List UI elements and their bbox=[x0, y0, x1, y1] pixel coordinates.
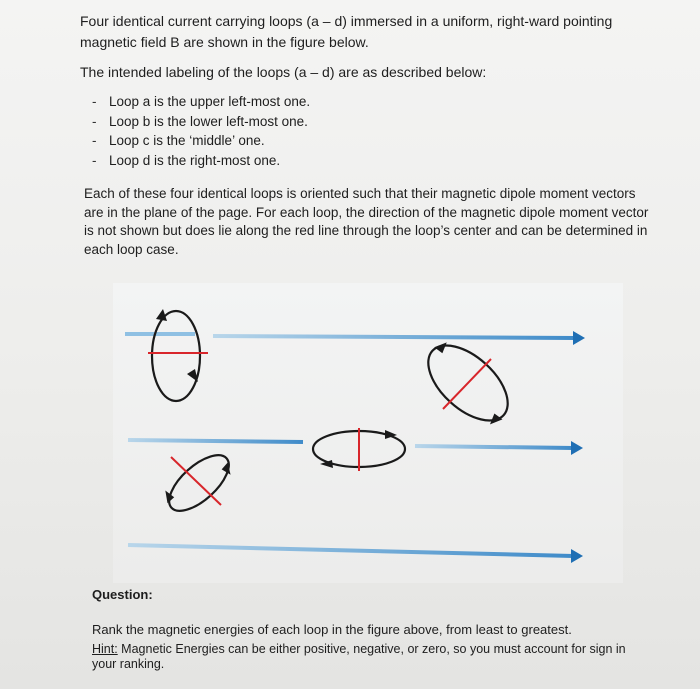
question-title: Question: bbox=[92, 587, 153, 602]
hint-label: Hint: bbox=[92, 642, 118, 656]
description-paragraph: Each of these four identical loops is oriented such that their magnetic dipole moment vectors are in the plane of the page. For each loop, the direction of the magnetic dipole moment vector is not shown but does lie along the red line through the loop’s center and can be determined in each loop case. bbox=[84, 186, 649, 257]
figure-background bbox=[113, 283, 623, 583]
labeling-intro: The intended labeling of the loops (a – d) are as described below: bbox=[80, 64, 487, 80]
loops-figure bbox=[113, 283, 623, 583]
loop-label-list bbox=[92, 92, 310, 170]
list-item: - Loop d is the right-most one. bbox=[92, 151, 310, 171]
intro-line-1: Four identical current carrying loops (a – d) immersed in a uniform, right-ward pointing bbox=[80, 13, 613, 29]
list-item: - Loop b is the lower left-most one. bbox=[92, 112, 310, 132]
hint-text: Magnetic Energies can be either positive, negative, or zero, so you must account for sign in your ranking. bbox=[92, 642, 626, 671]
intro-paragraph bbox=[80, 11, 640, 53]
list-item: - Loop a is the upper left-most one. bbox=[92, 92, 310, 112]
intro-line-2: magnetic field B are shown in the figure below. bbox=[80, 34, 369, 50]
list-item: - Loop c is the ‘middle’ one. bbox=[92, 131, 310, 151]
question-text: Rank the magnetic energies of each loop in the figure above, from least to greatest. bbox=[92, 622, 572, 637]
hint bbox=[92, 642, 632, 672]
